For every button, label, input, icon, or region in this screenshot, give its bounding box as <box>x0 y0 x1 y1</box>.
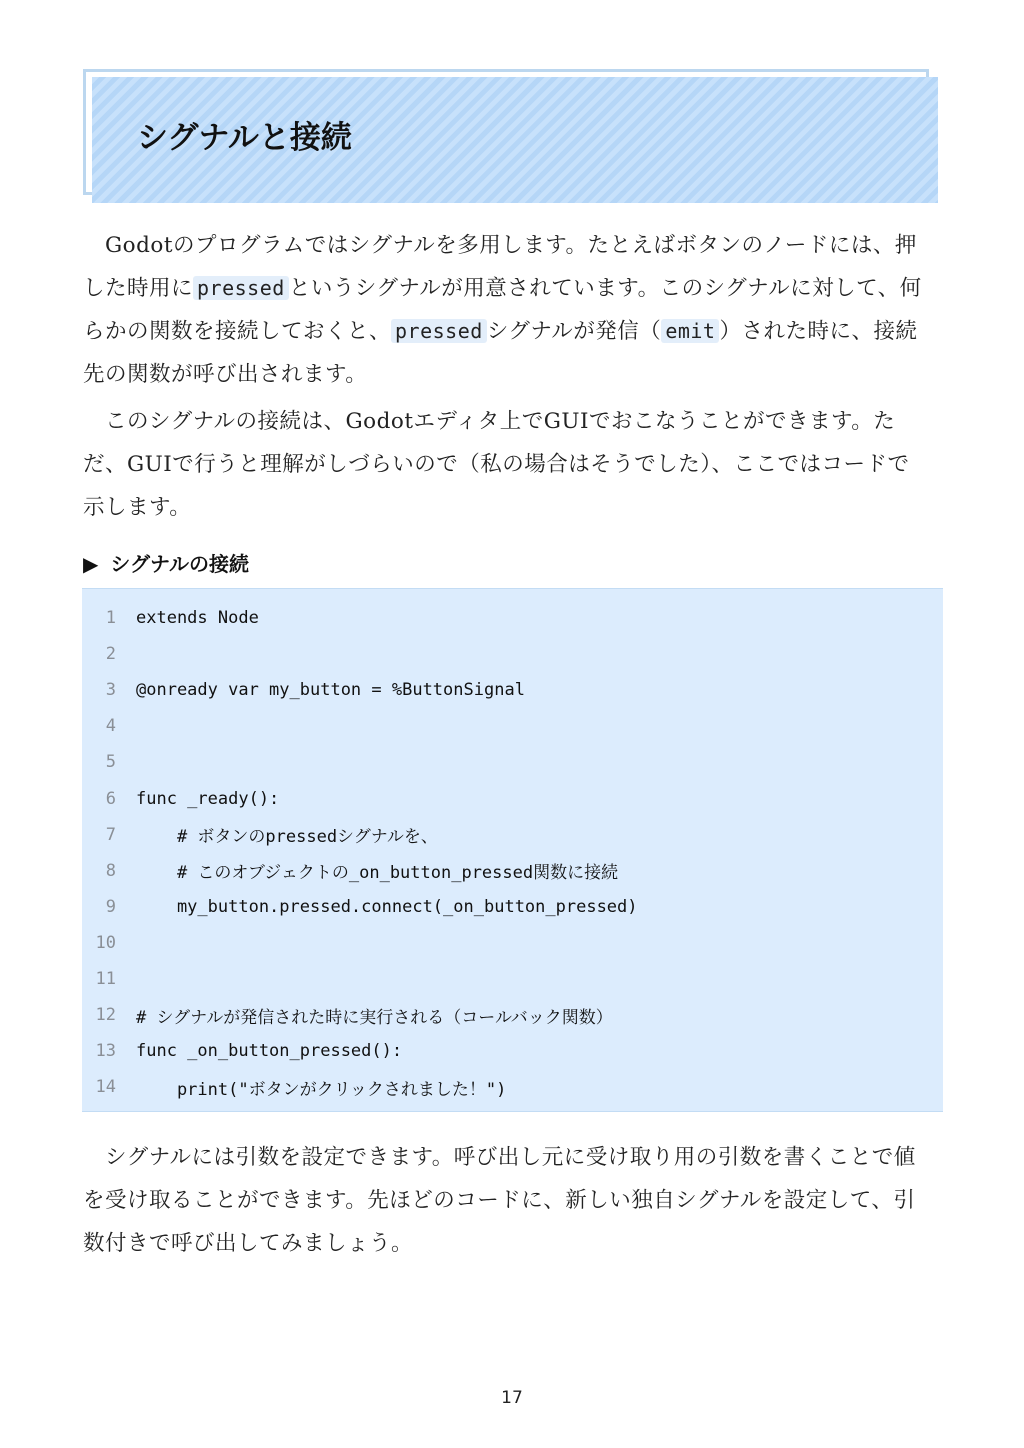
line-number: 5 <box>105 752 116 773</box>
code-line <box>82 1069 943 1105</box>
line-number: 11 <box>95 968 116 989</box>
triangle-right-icon: ▶ <box>83 552 99 576</box>
code-line <box>82 961 943 997</box>
code-caption <box>83 548 249 577</box>
code-text: # このオブジェクトの_on_button_pressed関数に接続 <box>136 863 619 884</box>
code-line <box>82 636 943 672</box>
inline-code: pressed <box>193 276 289 300</box>
section-title: シグナルと接続 <box>137 120 352 156</box>
paragraph-intro <box>83 224 928 396</box>
code-text: func _ready(): <box>136 788 280 809</box>
line-number: 10 <box>95 932 116 953</box>
code-caption-label: シグナルの接続 <box>110 552 249 576</box>
code-line <box>82 708 943 744</box>
code-line <box>82 744 943 780</box>
code-text: print("ボタンがクリックされました！") <box>136 1079 507 1100</box>
code-line <box>82 997 943 1033</box>
code-line <box>82 1033 943 1069</box>
code-line <box>82 853 943 889</box>
code-text: @onready var my_button = %ButtonSignal <box>136 680 525 701</box>
line-number: 8 <box>105 860 116 881</box>
paragraph-gui-note <box>83 400 928 529</box>
line-number: 14 <box>95 1077 116 1098</box>
code-line <box>82 925 943 961</box>
line-number: 3 <box>105 680 116 701</box>
code-line <box>82 889 943 925</box>
line-number: 4 <box>105 716 116 737</box>
line-number: 9 <box>105 896 116 917</box>
line-number: 12 <box>95 1005 116 1026</box>
code-line <box>82 817 943 853</box>
page-number: 17 <box>501 1388 523 1408</box>
text-run: このシグナルの接続は、Godotエディタ上でGUIでおこなうことができます。ただ、GUIで行うと理解がしづらいので（私の場合はそうでした）、ここではコードで示します。 <box>83 409 910 520</box>
code-text: func _on_button_pressed(): <box>136 1041 403 1062</box>
code-line <box>82 780 943 816</box>
line-number: 13 <box>95 1041 116 1062</box>
code-text: # ボタンのpressedシグナルを、 <box>136 827 438 848</box>
code-text: extends Node <box>136 608 259 629</box>
inline-code: pressed <box>391 319 487 343</box>
code-text: # シグナルが発信された時に実行される（コールバック関数） <box>136 1007 613 1028</box>
text-run: ）された時に、接続先の関数が呼び出されます。 <box>83 319 918 387</box>
text-run: シグナルが発信（ <box>486 319 662 344</box>
text-run: というシグナルが用意されています。このシグナルに対して、何らかの関数を接続しておくと、 <box>83 276 922 344</box>
text-run: Godotのプログラムではシグナルを多用します。たとえばボタンのノードには、押した時用に <box>83 233 917 301</box>
line-number: 2 <box>105 644 116 665</box>
text-run: シグナルには引数を設定できます。呼び出し元に受け取り用の引数を書くことで値を受け取ることができます。先ほどのコードに、新しい独自シグナルを設定して、引数付きで呼び出してみましょう。 <box>83 1145 916 1256</box>
code-line <box>82 672 943 708</box>
paragraph-arguments <box>83 1136 928 1265</box>
line-number: 1 <box>105 608 116 629</box>
code-block <box>82 588 943 1112</box>
line-number: 6 <box>105 788 116 809</box>
code-text: my_button.pressed.connect(_on_button_pressed) <box>136 896 638 917</box>
inline-code: emit <box>661 319 719 343</box>
line-number: 7 <box>105 824 116 845</box>
code-line <box>82 600 943 636</box>
